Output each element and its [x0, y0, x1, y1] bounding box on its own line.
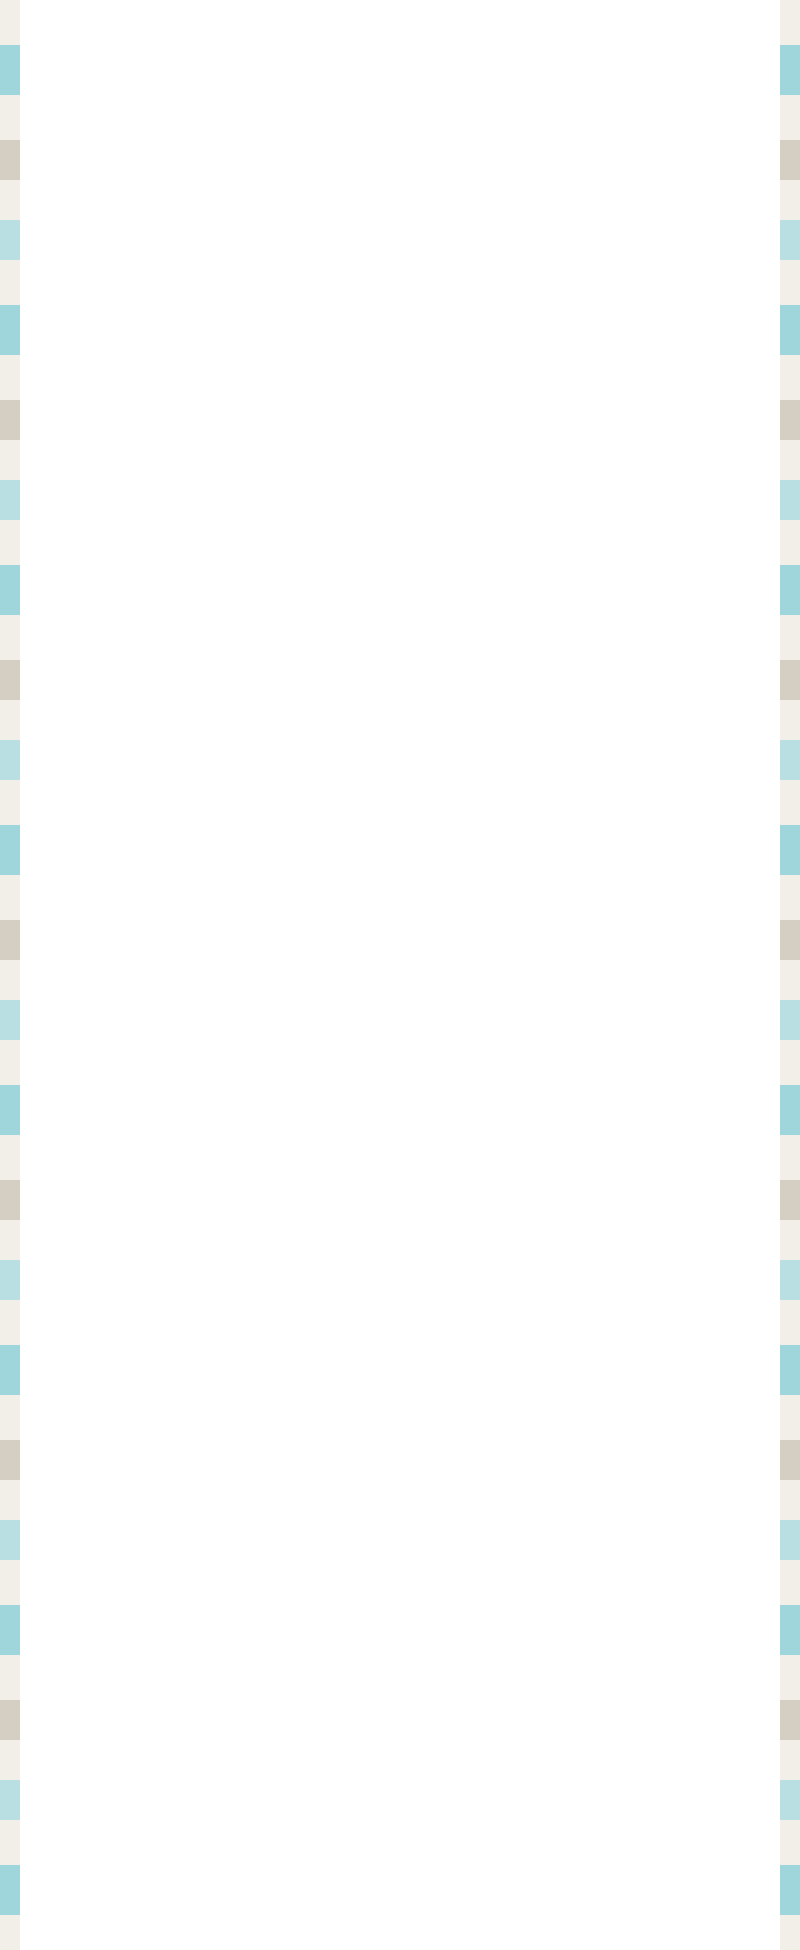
content-panel — [20, 0, 780, 1950]
